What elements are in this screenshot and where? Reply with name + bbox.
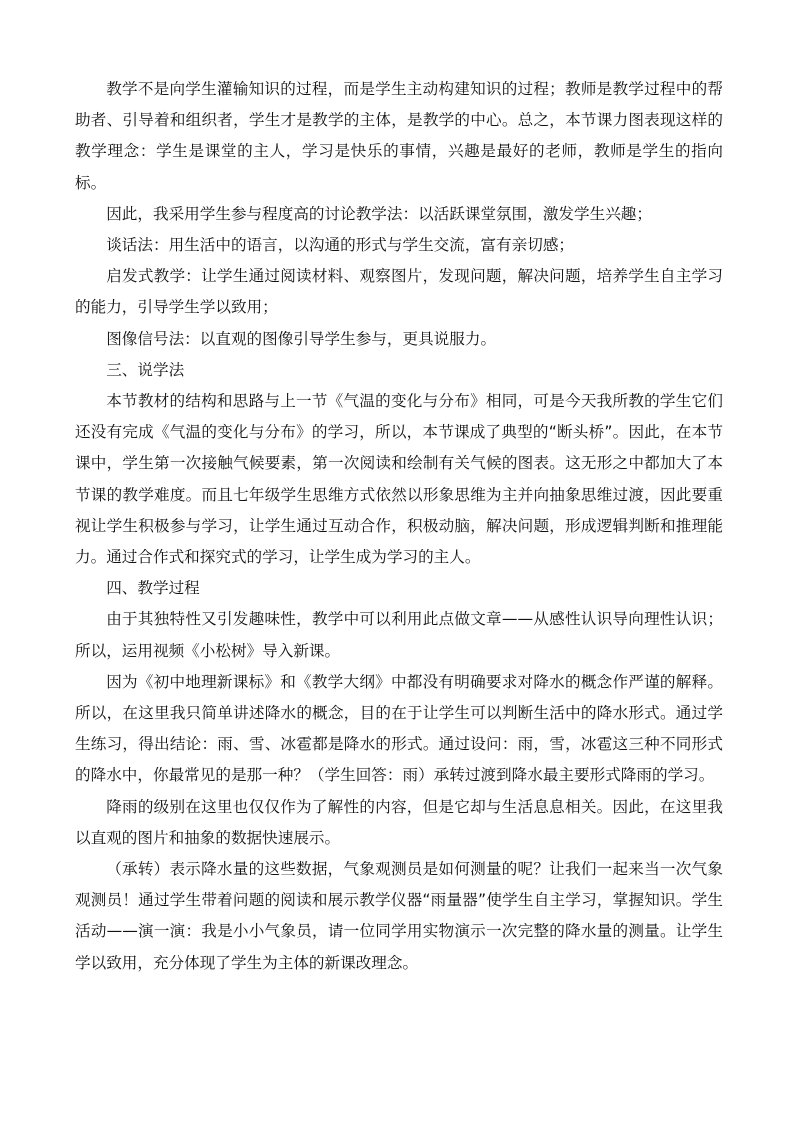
- paragraph-rainfall-levels: 降雨的级别在这里也仅仅作为了解性的内容，但是它却与生活息息相关。因此，在这里我以直观的图片和抽象的数据快速展示。: [75, 797, 723, 847]
- section-heading-learning-methods: 三、说学法: [106, 360, 185, 379]
- paragraph-intro-video: 由于其独特性又引发趣味性，教学中可以利用此点做文章——从感性认识导向理性认识；所以，运用视频《小松树》导入新课。: [75, 610, 723, 660]
- paragraph-teaching-philosophy: 教学不是向学生灌输知识的过程，而是学生主动构建知识的过程；教师是教学过程中的帮助者、引导着和组织者，学生才是教学的主体，是教学的中心。总之，本节课力图表现这样的教学理念：学生是课堂的主人，学习是快乐的事情，兴趣是最好的老师，教师是学生的指向标。: [75, 80, 723, 192]
- section-heading-teaching-process: 四、教学过程: [106, 579, 200, 598]
- paragraph-conversation-method: 谈话法：用生活中的语言，以沟通的形式与学生交流，富有亲切感；: [106, 236, 575, 255]
- paragraph-heuristic-teaching: 启发式教学：让学生通过阅读材料、观察图片，发现问题，解决问题，培养学生自主学习的能力，引导学生学以致用；: [75, 267, 723, 317]
- paragraph-precipitation-concept: 因为《初中地理新课标》和《教学大纲》中都没有明确要求对降水的概念作严谨的解释。所以，在这里我只简单讲述降水的概念，目的在于让学生可以判断生活中的降水形式。通过学生练习，得出结论：雨、雪、冰雹都是降水的形式。通过设问：雨，雪，冰雹这三种不同形式的降水中，你最常见的是那一种？（学生回答：雨）承转过渡到降水最主要形式降雨的学习。: [75, 672, 723, 785]
- paragraph-rain-gauge-activity: （承转）表示降水量的这些数据，气象观测员是如何测量的呢？让我们一起来当一次气象观测员！通过学生带着问题的阅读和展示教学仪器“雨量器”使学生自主学习，掌握知识。学生活动——演一演：我是小小气象员，请一位同学用实物演示一次完整的降水量的测量。让学生学以致用，充分体现了学生为主体的新课改理念。: [75, 860, 723, 972]
- document-body: [75, 74, 723, 979]
- paragraph-discussion-method: 因此，我采用学生参与程度高的讨论教学法：以活跃课堂氛围，激发学生兴趣；: [106, 204, 652, 223]
- paragraph-learning-methods: 本节教材的结构和思路与上一节《气温的变化与分布》相同，可是今天我所教的学生它们还没有完成《气温的变化与分布》的学习，所以，本节课成了典型的“断头桥”。因此，在本节课中，学生第一次接触气候要素，第一次阅读和绘制有关气候的图表。这无形之中都加大了本节课的教学难度。而且七年级学生思维方式依然以形象思维为主并向抽象思维过渡，因此要重视让学生积极参与学习，让学生通过互动合作，积极动脑，解决问题，形成逻辑判断和推理能力。通过合作式和探究式的学习，让学生成为学习的主人。: [75, 392, 723, 567]
- paragraph-image-signal-method: 图像信号法：以直观的图像引导学生参与，更具说服力。: [106, 329, 497, 348]
